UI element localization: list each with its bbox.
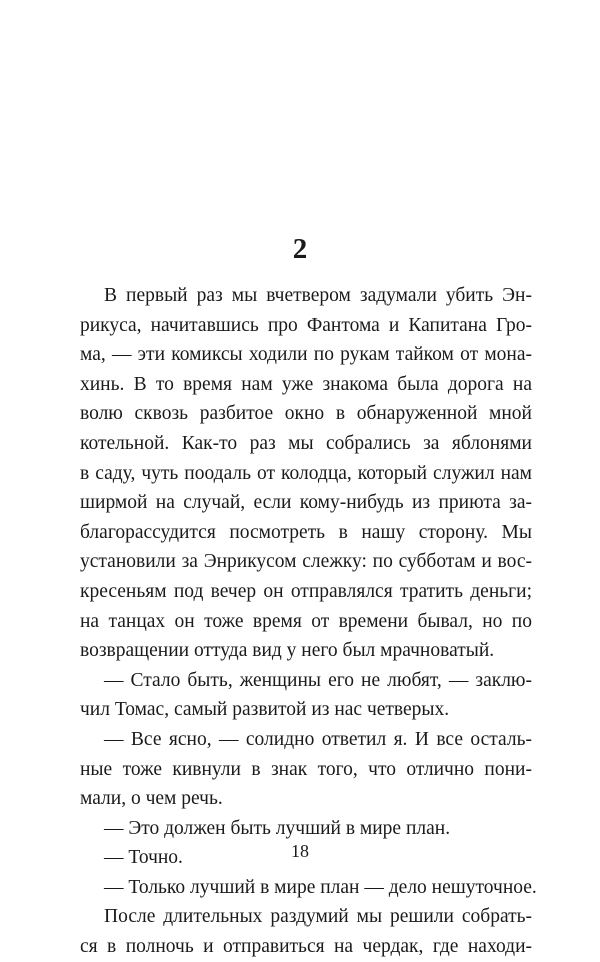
text-line: — Только лучший в мире план — дело нешуточное.: [104, 876, 537, 898]
text-line: ные тоже кивнули в знак того, что отлично пони-: [80, 758, 532, 780]
text-line: — Все ясно, — солидно ответил я. И все осталь-: [104, 728, 532, 750]
text-line: ся в полночь и отправиться на чердак, где находи-: [80, 936, 532, 958]
text-line: котельной. Как-то раз мы собрались за яблонями: [80, 432, 532, 454]
text-line: установили за Энрикусом слежку: по субботам и вос-: [80, 551, 532, 573]
page-number: 18: [291, 841, 309, 861]
text-line: После длительных раздумий мы решили собрать-: [104, 906, 532, 928]
text-line: рикуса, начитавшись про Фантома и Капитана Гро-: [80, 314, 532, 336]
text-line: — Стало быть, женщины его не любят, — заклю-: [104, 669, 532, 691]
text-line: ма, — эти комиксы ходили по рукам тайком от мона-: [80, 344, 532, 366]
text-line: возвращении оттуда вид у него был мрачноватый.: [80, 640, 495, 662]
text-line: В первый раз мы вчетвером задумали убить Эн-: [104, 285, 532, 306]
chapter-number: 2: [292, 233, 308, 265]
text-line: в саду, чуть поодаль от колодца, который служил нам: [80, 462, 532, 484]
text-line: на танцах он тоже время от времени бывал, но по: [80, 610, 532, 632]
text-line: чил Томас, самый развитой из нас четверых.: [80, 699, 450, 721]
text-line: благорассудится посмотреть в нашу сторону. Мы: [80, 521, 532, 543]
text-line: — Точно.: [104, 847, 183, 869]
text-line: мали, о чем речь.: [80, 788, 223, 810]
text-line: волю сквозь разбитое окно в обнаруженной мной: [80, 403, 532, 425]
text-line: ширмой на случай, если кому-нибудь из приюта за-: [80, 492, 532, 514]
text-line: кресеньям под вечер он отправлялся тратить деньги;: [80, 580, 532, 602]
text-line: хинь. В то время нам уже знакома была дорога на: [80, 373, 532, 395]
text-line: — Это должен быть лучший в мире план.: [104, 817, 451, 839]
